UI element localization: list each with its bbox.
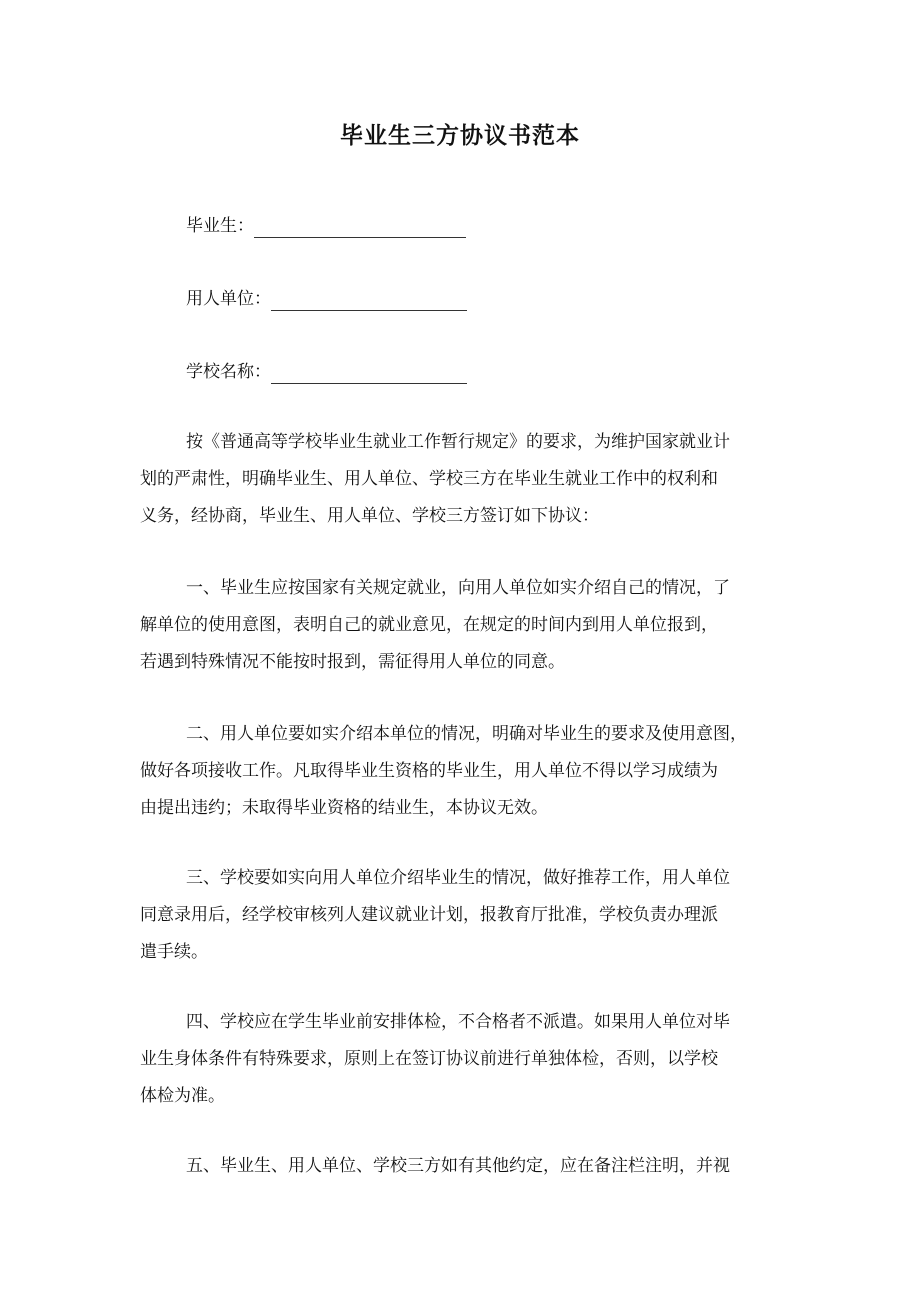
paragraph-clause-5 <box>140 1148 800 1185</box>
graduate-field <box>186 214 466 238</box>
graduate-blank-line[interactable] <box>254 219 466 238</box>
paragraph-line: 按《普通高等学校毕业生就业工作暂行规定》的要求，为维护国家就业计 <box>186 432 730 452</box>
paragraph-line: 划的严肃性，明确毕业生、用人单位、学校三方在毕业生就业工作中的权利和 <box>140 469 718 489</box>
school-blank-line[interactable] <box>271 365 467 384</box>
document-title: 毕业生三方协议书范本 <box>340 122 580 149</box>
paragraph-clause-1 <box>140 570 800 681</box>
paragraph-line: 一、毕业生应按国家有关规定就业，向用人单位如实介绍自己的情况，了 <box>186 578 730 598</box>
paragraph-line: 由提出违约；未取得毕业资格的结业生，本协议无效。 <box>140 798 548 818</box>
paragraph-line: 遣手续。 <box>140 942 208 962</box>
paragraph-line: 解单位的使用意图，表明自己的就业意见，在规定的时间内到用人单位报到， <box>140 615 718 635</box>
employer-label: 用人单位： <box>186 289 271 309</box>
graduate-label: 毕业生： <box>186 216 254 236</box>
paragraph-line: 三、学校要如实向用人单位介绍毕业生的情况，做好推荐工作，用人单位 <box>186 868 730 888</box>
paragraph-preamble <box>140 424 800 535</box>
school-field <box>186 360 467 384</box>
paragraph-clause-2 <box>140 716 800 827</box>
paragraph-line: 同意录用后，经学校审核列人建议就业计划，报教育厅批准，学校负责办理派 <box>140 905 718 925</box>
paragraph-line: 义务，经协商，毕业生、用人单位、学校三方签订如下协议： <box>140 506 599 526</box>
employer-blank-line[interactable] <box>271 292 467 311</box>
paragraph-line: 体检为准。 <box>140 1086 225 1106</box>
paragraph-line: 四、学校应在学生毕业前安排体检，不合格者不派遣。如果用人单位对毕 <box>186 1012 730 1032</box>
paragraph-clause-3 <box>140 860 800 971</box>
paragraph-line: 五、毕业生、用人单位、学校三方如有其他约定，应在备注栏注明，并视 <box>186 1156 730 1176</box>
paragraph-line: 若遇到特殊情况不能按时报到，需征得用人单位的同意。 <box>140 652 565 672</box>
paragraph-line: 业生身体条件有特殊要求，原则上在签订协议前进行单独体检，否则，以学校 <box>140 1049 718 1069</box>
paragraph-line: 二、用人单位要如实介绍本单位的情况，明确对毕业生的要求及使用意图， <box>186 724 747 744</box>
paragraph-clause-4 <box>140 1004 800 1115</box>
paragraph-line: 做好各项接收工作。凡取得毕业生资格的毕业生，用人单位不得以学习成绩为 <box>140 761 718 781</box>
school-label: 学校名称： <box>186 362 271 382</box>
employer-field <box>186 287 467 311</box>
